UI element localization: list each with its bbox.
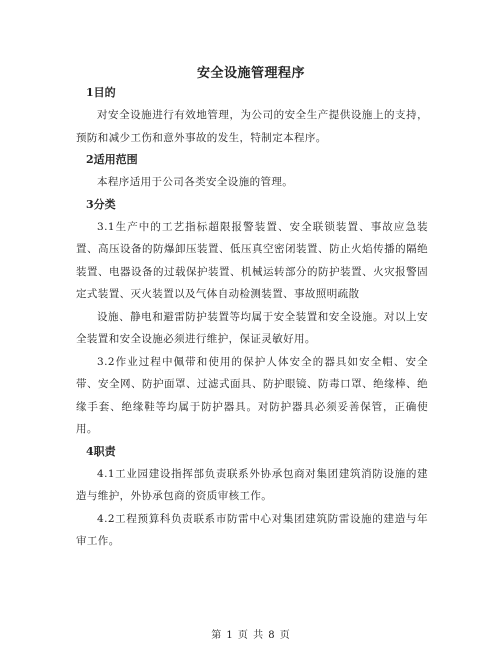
section-heading: 3分类 [86, 197, 116, 211]
document-body [76, 82, 428, 553]
paragraph: 4.1工业园建设指挥部负责联系外协承包商对集团建筑消防设施的建造与维护，外协承包商的资质审核工作。 [76, 467, 428, 502]
section-heading: 2适用范围 [86, 153, 138, 166]
section-classification [76, 194, 428, 441]
section-heading: 1目的 [86, 86, 116, 99]
paragraph: 本程序适用于公司各类安全设施的管理。 [97, 176, 294, 188]
section-responsibilities [76, 441, 428, 553]
page-footer: 第 1 页 共 8 页 [211, 630, 291, 641]
paragraph: 3.2作业过程中佩带和使用的保护人体安全的器具如安全帽、安全带、安全网、防护面罩、过滤式面具、防护眼镜、防毒口罩、绝缘棒、绝缘手套、绝缘鞋等均属于防护器具。对防护器具必须妥善保管，正确使用。 [76, 355, 428, 435]
paragraph: 4.2工程预算科负责联系市防雷中心对集团建筑防雷设施的建造与年审工作。 [76, 512, 428, 547]
section-heading: 4职责 [86, 444, 116, 458]
section-scope [76, 149, 428, 194]
paragraph: 对安全设施进行有效地管理，为公司的安全生产提供设施上的支持，预防和减少工伤和意外事故的发生，特制定本程序。 [76, 109, 428, 144]
section-purpose [76, 82, 428, 149]
paragraph: 3.1生产中的工艺指标超限报警装置、安全联锁装置、事故应急装置、高压设备的防爆卸压装置、低压真空密闭装置、防止火焰传播的隔绝装置、电器设备的过载保护装置、机械运转部分的防护装置、火灾报警固定式装置、灭火装置以及气体自动检测装置、事故照明疏散 [76, 220, 428, 300]
document-title: 安全设施管理程序 [196, 66, 305, 81]
paragraph: 设施、静电和避雷防护装置等均属于安全装置和安全设施。对以上安全装置和安全设施必须进行维护，保证灵敏好用。 [76, 310, 428, 345]
